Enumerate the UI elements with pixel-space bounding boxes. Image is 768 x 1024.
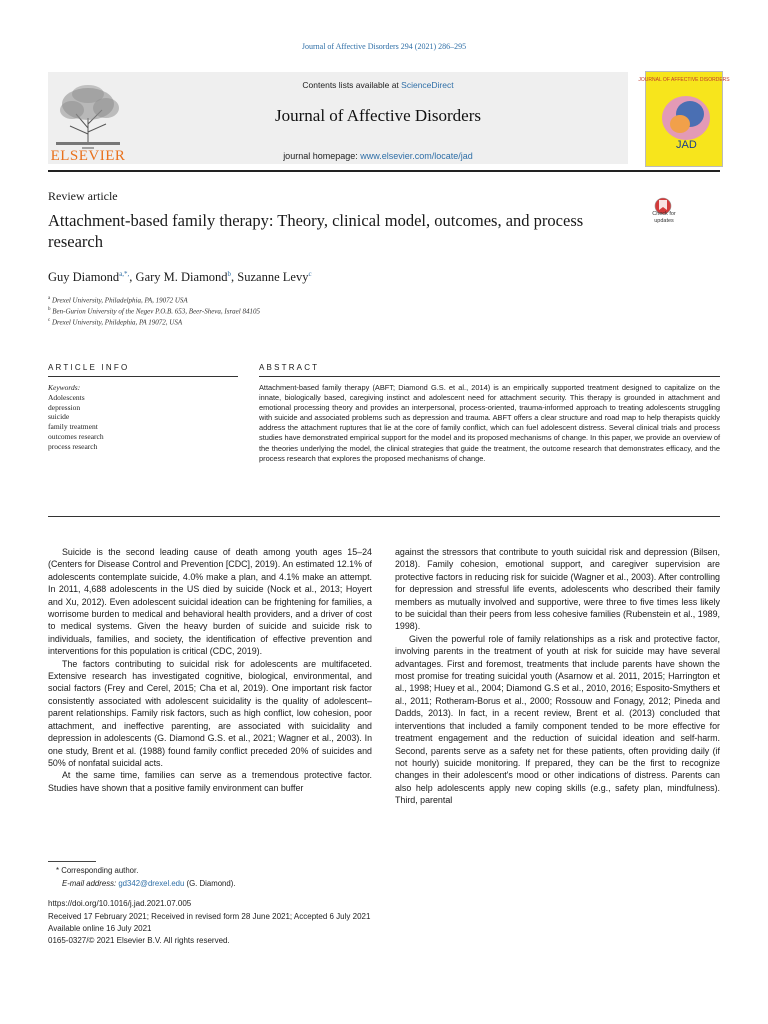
keyword: depression [48,402,81,412]
article-type: Review article [48,189,118,203]
email-link[interactable]: gd342@drexel.edu [118,879,185,888]
body-paragraph: The factors contributing to suicidal risk for adolescents are multifaceted. Extensive research has investigated cognitive, biological, environmental, and social factors (Frey and Cerel, 2015; Cha et al, 2019). One important risk factor consistently associated with adolescent suicidality is the quality of adolescent–parent relationships. Family risk factors, such as high conflict, low cohesion, poor attachment, and ineffective parenting, are associated with suicidality and depression in adolescents (G. Diamond G.S. et al., 2021; Wagner et al., 2003). In one study, Brent et al. (1988) found family conflict preceded 20% of suicides and 50% of nonfatal suicidal acts. [48,658,372,768]
affiliation-text: Drexel University, Philadelphia, PA, 19072 USA [51,296,188,305]
received-dates: Received 17 February 2021; Received in revised form 28 June 2021; Accepted 6 July 2021 [48,912,371,921]
article-info-rule [48,376,238,377]
body-paragraph: Suicide is the second leading cause of death among youth ages 15–24 (Centers for Disease Control and Prevention [CDC], 2019). An estimated 12.1% of adolescents contemplate suicide, 4.0% make a plan, and 4.1% make an attempt. In 2011, 4,688 adolescents in the US died by suicide (Nock et al., 2013; Hoyert and Xu, 2012). Even adolescent suicidal ideation can be frightening for families, a worrisome burden to medical and behavioral health providers, and a driver of cost to medical systems. Given the heavy burden of suicide and suicide risk to individuals, families, and society, the identification of effective prevention and interventions for this population is critical (CDC, 2019). [48,547,372,657]
affiliation-marker: b [48,307,51,312]
doi-link[interactable]: https://doi.org/10.1016/j.jad.2021.07.005 [48,899,192,908]
author-name[interactable]: Guy Diamond [48,270,120,285]
author-affil-marker[interactable]: a,*, [119,270,130,278]
affiliation-marker: c [48,318,51,323]
contents-line [128,80,628,90]
cover-title: JOURNAL OF AFFECTIVE DISORDERS [638,77,730,83]
author-affil-marker[interactable]: c [308,270,312,278]
affiliation-marker: a [48,296,51,301]
crossmark-label[interactable]: Check for updates [652,211,676,224]
keyword: suicide [48,412,70,422]
journal-citation[interactable]: Journal of Affective Disorders 294 (2021) 286–295 [301,42,467,51]
abstract-heading: ABSTRACT [259,363,320,372]
abstract-text: Attachment-based family therapy (ABFT; Diamond G.S. et al., 2014) is an empirically supported treatment designed to capitalize on the innate, biologically based, caregiving instinct and adolescent need for attachment security. This therapy is grounded in attachment and emotional processing theory and provides an interpersonal, process-oriented, trauma-informed approach to treating adolescents struggling with suicide and associated problems such as depression and trauma. ABFT offers a clear structure and road map to help therapists quickly address the attachment ruptures that lie at the core of family conflict, which can fuel adolescent distress. Several clinical trials and process studies have demonstrated empirical support for the model and its proposed mechanisms of change. In this paper, we provide an overview of the theories underlying the model, the clinical strategies that guide the treatment, the outcome research that demonstrates efficacy, and the process research that explores the proposed mechanisms of change. [259,383,720,463]
elsevier-wordmark: ELSEVIER [50,148,126,164]
cover-acronym: JAD [676,139,697,151]
keyword: Adolescents [48,392,85,402]
sciencedirect-link[interactable]: ScienceDirect [401,80,454,90]
body-paragraph: Given the powerful role of family relationships as a risk and protective factor, involving parents in the treatment of youth at risk for suicide may have several advantages. First and foremost, treatments that include parents have shown the most promise for treating suicidal youth (Asarnow et al. 2011, 2015; Harrington et al., 1998; Huey et al., 2004; Diamond G.S et al., 2010, 2016; Esposito-Smythers et al., 2011; Rotheram-Borus et al., 2000; Rossouw and Fonagy, 2012; Pineda and Dadds, 2013). In fact, in a recent review, Brent et al. (2013) concluded that interventions that included a family component tended to be more effective for treatment engagement and the reduction of suicidal ideation and self-harm. Second, parents serve as a safety net for these patients, often providing daily (if not hourly) suicide monitoring. If prepared, they can be the first to recognize changes in their adolescent's mood or other indications of distress. Parents can also help adolescents apply new coping skills (e.g., safety plan, mindfulness). Third, parental [395,633,720,806]
journal-title: Journal of Affective Disorders [275,106,481,125]
contents-prefix: Contents lists available at [302,80,402,90]
email-note [62,879,236,888]
copyright: 0165-0327/© 2021 Elsevier B.V. All rights reserved. [48,936,230,945]
journal-cover-image[interactable] [638,71,730,167]
keywords-label: Keywords: [48,383,81,392]
keywords-block [48,383,238,452]
abstract-bottom-rule [48,516,720,517]
author-list [48,270,312,285]
homepage-link[interactable]: www.elsevier.com/locate/jad [360,151,473,161]
corresponding-author-note: * Corresponding author. [56,866,139,875]
keyword: process research [48,441,98,451]
homepage-prefix: journal homepage: [283,151,361,161]
abstract-rule [259,376,720,377]
affiliation [48,318,182,326]
body-paragraph: against the stressors that contribute to youth suicidal risk and depression (Bilsen, 2018). Family cohesion, emotional support, and caregiver supervision are protective factors in reducing risk for suicide (Wagner et al., 2003). After controlling for depression and stressful life events, adolescents who described their family members as mutually involved and supportive, were three to five times less likely to be suicidal than their peers from less cohesive families (Rubenstein et al., 1989, 1998). [395,547,720,632]
author-affil-marker[interactable]: b [227,270,232,278]
article-title: Attachment-based family therapy: Theory, clinical model, outcomes, and process research [48,211,584,251]
body-column-right [395,546,720,807]
keyword: family treatment [48,422,98,432]
affiliation-text: Ben-Gurion University of the Negev P.O.B. 653, Beer-Sheva, Israel 84105 [52,307,260,316]
email-label: E-mail address: [62,879,119,888]
keyword: outcomes research [48,431,104,441]
body-paragraph: At the same time, families can serve as a tremendous protective factor. Studies have shown that a positive family environment can buffer [48,770,372,793]
body-column-left [48,546,372,794]
footnote-rule [48,861,96,862]
author-name[interactable]: , Suzanne Levy [231,270,309,285]
affiliation-text: Drexel University, Phildephia, PA 19072, USA [51,318,183,327]
affiliation [48,307,260,315]
article-info-heading: ARTICLE INFO [48,363,130,372]
author-name[interactable]: , Gary M. Diamond [129,270,228,285]
header-rule [48,170,720,172]
cover-art [638,72,730,166]
email-suffix: (G. Diamond). [184,879,236,888]
homepage-line [128,151,628,161]
affiliation [48,296,188,304]
available-online: Available online 16 July 2021 [48,924,152,933]
